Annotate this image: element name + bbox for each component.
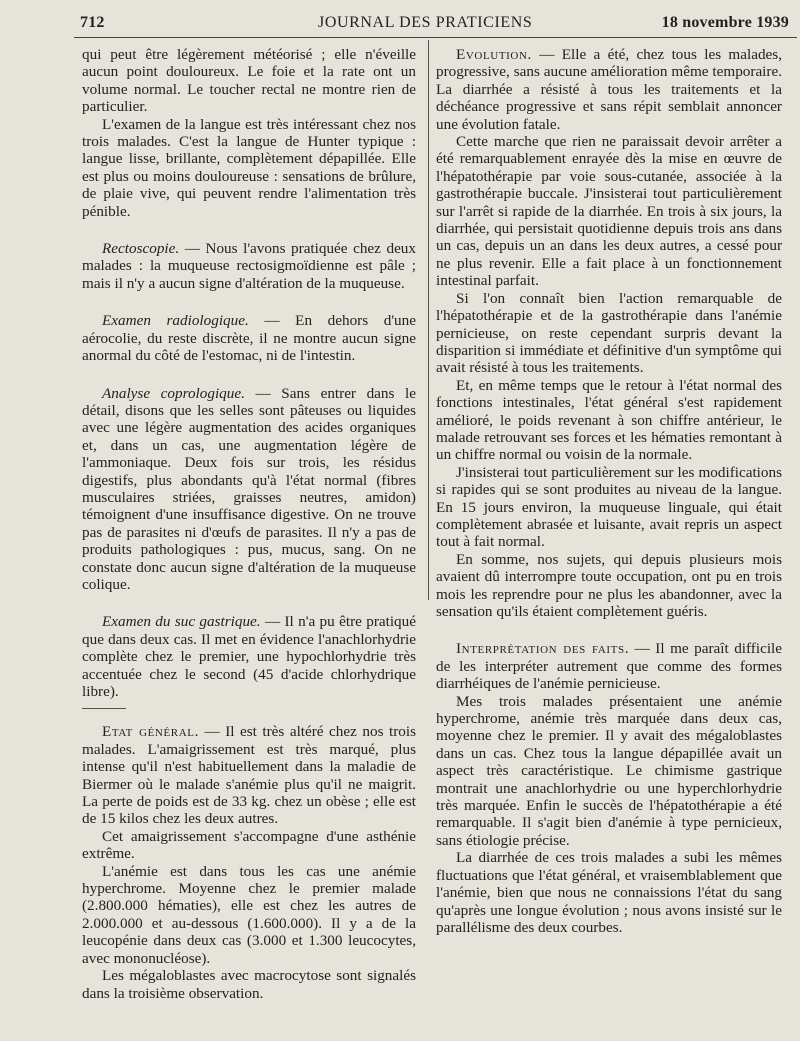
paragraph: Cette marche que rien ne paraissait devoir arrêter a été remarquablement enrayée dès la mise en œuvre de l'hépatothérapie par voie sous-cutanée, associée à la gastrothérapie buccale. J'insisterai tout particulièrement sur l'arrêt si rapide de la diarrhée. En trois à six jours, la diarrhée, qui persistait quotidienne depuis trois ans dans un cas, depuis un an dans les deux autres, a cessé pour ne plus revenir. Elle a fait place à un fonctionnement intestinal parfait. (436, 133, 782, 290)
paragraph: qui peut être légèrement météorisé ; elle n'éveille aucun point douloureux. Le foie et la rate ont un volume normal. Le toucher rectal ne montre rien de particulier. (82, 46, 416, 116)
section-rectoscopie (82, 240, 416, 292)
paragraph: Les mégaloblastes avec macrocytose sont signalés dans la troisième observation. (82, 967, 416, 1002)
section-heading: Evolution. (456, 46, 532, 63)
section-text: — Elle a été, chez tous les malades, progressive, sans aucune amélioration même temporaire. La diarrhée a résisté à tous les traitements et la déchéance progressive et sans répit semblait annoncer une évolution fatale. (436, 46, 782, 133)
paragraph: En somme, nos sujets, qui depuis plusieurs mois avaient dû interrompre toute occupation, ont pu en trois mois les reprendre pour ne plus les abandonner, avec la sensation qu'ils étaient complètement guéris. (436, 550, 782, 620)
section-interpretation (436, 640, 782, 692)
section-text: — Il me paraît difficile de les interpréter autrement que comme des formes diarrhéiques de l'anémie pernicieuse. (436, 640, 782, 693)
section-text: — En dehors d'une aérocolie, du reste discrète, il ne montre aucun signe anormal du côté de l'estomac, ni de l'intestin. (82, 312, 416, 365)
issue-date: 18 novembre 1939 (661, 14, 789, 31)
paragraph: Si l'on connaît bien l'action remarquable de l'hépatothérapie et de la gastrothérapie dans l'anémie pernicieuse, on reste cependant surpris devant la disparition si immédiate et définitive d'un symptôme qui avait résisté à tous les traitements. (436, 289, 782, 377)
journal-title: JOURNAL DES PRATICIENS (318, 14, 533, 31)
section-suc-gastrique (82, 613, 416, 700)
paragraph: Mes trois malades présentaient une anémie hyperchrome, anémie très marquée dans deux cas, moyenne chez le premier. Il y avait des mégaloblastes dans un cas. Chez tous la langue dépapillée avait un aspect très caractéristique. Le chimisme gastrique montrait une anachlorhydrie ou une hyperchlorhydrie très marquée. Enfin le succès de l'hépatothérapie a été remarquable. Il s'agit bien d'anémie à type pernicieux, sans étiologie précise. (436, 692, 782, 849)
header-rule (74, 37, 797, 38)
section-heading: Analyse coprologique. (102, 384, 245, 402)
section-text: — Sans entrer dans le détail, disons que les selles sont pâteuses ou liquides avec une légère augmentation des acides organiques et, dans un cas, une augmentation légère de l'ammoniaque. Deux fois sur trois, les résidus digestifs, plus abondants qu'à l'état normal (fibres musculaires striées, graisses neutres, amidon) témoignent d'une insuffisance digestive. On ne trouve pas de parasites ni d'œufs de parasites. Il n'y a pas de produits pathologiques : pus, mucus, sang. On ne constate donc aucun signe d'altération de la muqueuse colique. (82, 384, 416, 593)
page-header (80, 12, 795, 38)
section-text: — Il est très altéré chez nos trois malades. L'amaigrissement est très marqué, plus intense qu'il n'est habituellement dans la maladie de Biermer où le malade s'anémie plus qu'il ne maigrit. La perte de poids est de 33 kg. chez un obèse ; elle est de 15 kilos chez les deux autres. (82, 723, 416, 828)
section-evolution (436, 46, 782, 133)
left-column (82, 46, 416, 1002)
paragraph: L'examen de la langue est très intéressant chez nos trois malades. C'est la langue de Hunter typique : langue lisse, brillante, complètement dépapillée. Elle est plus ou moins douloureuse : sensations de brûlure, de plaie vive, qui peuvent rendre l'alimentation très pénible. (82, 115, 416, 220)
section-text: — Nous l'avons pratiquée chez deux malades : la muqueuse rectosigmoïdienne est pâle ; mais il n'y a aucun signe d'altération de la muqueuse. (82, 240, 416, 292)
section-etat-general (82, 723, 416, 827)
section-coprologique (82, 385, 416, 594)
section-text: — Il n'a pu être pratiqué que dans deux cas. Il met en évidence l'anachlorhydrie complète chez le premier, une hypochlorhydrie très accentuée chez le second (45 d'acide chlorhydrique libre). (82, 613, 416, 700)
right-column (436, 46, 782, 936)
paragraph: J'insisterai tout particulièrement sur les modifications si rapides qui se sont produites au niveau de la langue. En 15 jours environ, la muqueuse linguale, qui était complètement abrasée et luisante, avait repris un aspect tout à fait normal. (436, 463, 782, 551)
paragraph: Et, en même temps que le retour à l'état normal des fonctions intestinales, l'état général s'est rapidement amélioré, le poids revenant à son chiffre antérieur, le malade retrouvant ses forces et les hématies remontant à un chiffre normal ou voisin de la normale. (436, 376, 782, 464)
paragraph: L'anémie est dans tous les cas une anémie hyperchrome. Moyenne chez le premier malade (2.800.000 hématies), elle est chez les autres de 2.000.000 et au-dessous (1.600.000). Il y a de la leucopénie dans deux cas (3.000 et 1.300 leucocytes, avec mononucléose). (82, 862, 416, 967)
section-radiologique (82, 312, 416, 364)
paragraph: Cet amaigrissement s'accompagne d'une asthénie extrême. (82, 827, 416, 863)
page-number: 712 (80, 14, 105, 31)
separator-rule (82, 708, 126, 709)
section-heading: Examen du suc gastrique. (102, 613, 261, 631)
section-heading: Examen radiologique. (102, 312, 249, 330)
section-heading: Etat général. (102, 723, 199, 741)
section-heading: Interprétation des faits. (456, 640, 630, 658)
paragraph: La diarrhée de ces trois malades a subi les mêmes fluctuations que l'état général, et vraisemblablement que l'anémie, bien que nous ne connaissions l'état du sang qu'après une longue évolution ; nous avons insisté sur le parallélisme des deux courbes. (436, 849, 782, 936)
column-divider (428, 40, 429, 600)
section-heading: Rectoscopie. (102, 240, 180, 258)
